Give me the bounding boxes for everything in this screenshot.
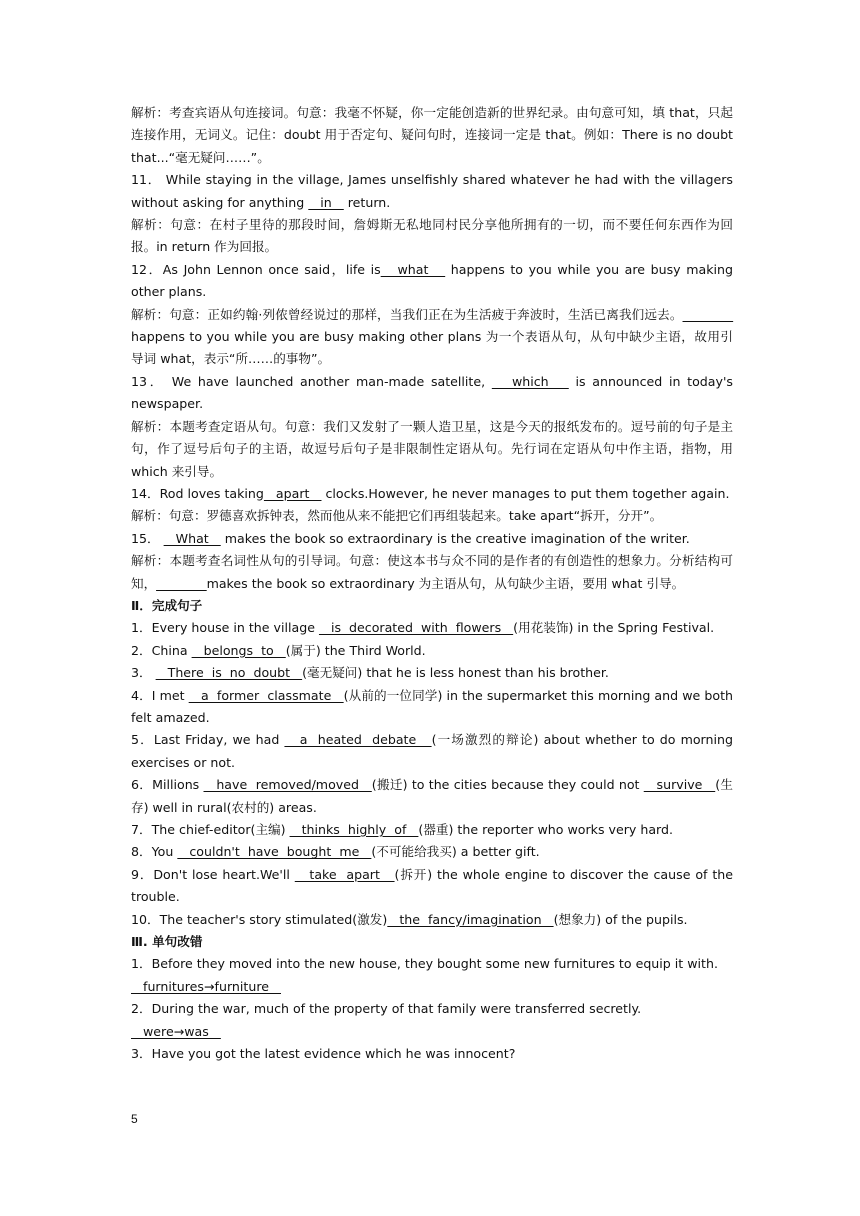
text-run: (生存) well in rural(农村的) areas. bbox=[131, 777, 733, 815]
text-paragraph bbox=[131, 864, 733, 909]
answer-blank: ________ bbox=[156, 575, 207, 591]
answer-blank: what bbox=[380, 261, 446, 277]
text-run: 解析：句意：在村子里待的那段时间，詹姆斯无私地同村民分享他所拥有的一切，而不要任何东西作为回报。in return 作为回报。 bbox=[131, 217, 733, 255]
text-paragraph bbox=[131, 528, 733, 550]
text-paragraph bbox=[131, 169, 733, 214]
section-heading bbox=[131, 931, 733, 953]
text-run: is announced in today's newspaper. bbox=[131, 373, 733, 412]
text-run: (一场激烈的辩论) about whether to do morning exercises or not. bbox=[131, 732, 733, 770]
answer-blank: ________ bbox=[682, 306, 733, 322]
text-paragraph bbox=[131, 483, 733, 505]
text-paragraph bbox=[131, 662, 733, 684]
answer-blank: is decorated with flowers bbox=[318, 620, 514, 636]
text-paragraph bbox=[131, 102, 733, 169]
answer-blank: have removed/moved bbox=[203, 777, 372, 793]
text-run: 解析：本题考查名词性从句的引导词。句意：使这本书与众不同的是作者的有创造性的想象力。分析结构可知， bbox=[131, 553, 733, 591]
text-run: 13． We have launched another man-made satellite, bbox=[131, 373, 492, 389]
text-paragraph bbox=[131, 505, 733, 527]
text-run: (属于) the Third World. bbox=[285, 642, 426, 658]
text-run: 解析：考查宾语从句连接词。句意：我毫不怀疑，你一定能创造新的世界纪录。由句意可知，填 that，只起连接作用，无词义。记住：doubt 用于否定句、疑问句时，连接词一定是 that。例如：There is no doubt that...“毫无疑问……”。 bbox=[131, 105, 733, 165]
answer-blank: furnitures→furniture bbox=[131, 978, 281, 994]
text-run: happens to you while you are busy making other plans 为一个表语从句，从句中缺少主语，故用引导词 what，表示“所……的事物”。 bbox=[131, 329, 733, 367]
text-run: clocks.However, he never manages to put them together again. bbox=[321, 485, 730, 501]
text-paragraph bbox=[131, 774, 733, 819]
text-run: (用花装饰) in the Spring Festival. bbox=[513, 620, 715, 636]
text-run: 11． While staying in the village, James unselfishly shared whatever he had with the villagers without asking for anything bbox=[131, 172, 733, 210]
text-run: return. bbox=[343, 194, 391, 210]
text-paragraph bbox=[131, 1043, 733, 1065]
text-paragraph bbox=[131, 1021, 733, 1043]
text-run: (从前的一位同学) in the supermarket this morning and we both felt amazed. bbox=[131, 687, 733, 725]
answer-blank: the fancy/imagination bbox=[387, 911, 554, 927]
text-run: 5．Last Friday, we had bbox=[131, 732, 285, 748]
text-run: Ⅲ. 单句改错 bbox=[131, 934, 203, 950]
text-run: 6．Millions bbox=[131, 777, 204, 793]
text-run: 解析：本题考查定语从句。句意：我们又发射了一颗人造卫星，这是今天的报纸发布的。逗号前的句子是主句，作了逗号后句子的主语，故逗号后句子是非限制性定语从句。先行词在定语从句中作主语，指物，用 which 来引导。 bbox=[131, 418, 733, 479]
section-heading bbox=[131, 595, 733, 617]
text-run: 3． bbox=[131, 665, 156, 681]
text-run: 7．The chief-editor(主编) bbox=[131, 822, 290, 837]
text-paragraph bbox=[131, 214, 733, 259]
text-run: 14．Rod loves taking bbox=[131, 485, 264, 501]
text-run: (想象力) of the pupils. bbox=[553, 911, 688, 927]
answer-blank: a heated debate bbox=[284, 732, 432, 748]
text-paragraph bbox=[131, 617, 733, 639]
answer-blank: apart bbox=[263, 485, 322, 501]
text-paragraph bbox=[131, 416, 733, 483]
text-run: 1．Before they moved into the new house, they bought some new furnitures to equip it with. bbox=[131, 956, 718, 972]
text-run: 12．As John Lennon once said，life is bbox=[131, 261, 381, 277]
answer-blank: take apart bbox=[294, 866, 395, 882]
text-run: Ⅱ．完成句子 bbox=[131, 597, 203, 613]
text-run: 2．China bbox=[131, 642, 192, 658]
text-paragraph bbox=[131, 909, 733, 931]
text-paragraph bbox=[131, 304, 733, 371]
text-run: 3．Have you got the latest evidence which he was innocent? bbox=[131, 1046, 516, 1062]
answer-blank: survive bbox=[643, 777, 716, 793]
text-paragraph bbox=[131, 685, 733, 730]
page-number: 5 bbox=[131, 1112, 138, 1126]
text-run: (不可能给我买) a better gift. bbox=[371, 844, 540, 860]
text-run: 4．I met bbox=[131, 687, 189, 703]
text-paragraph bbox=[131, 729, 733, 774]
text-paragraph bbox=[131, 259, 733, 304]
answer-blank: which bbox=[491, 373, 569, 389]
text-paragraph bbox=[131, 998, 733, 1020]
text-run: makes the book so extraordinary is the creative imagination of the writer. bbox=[220, 530, 690, 546]
text-run: (器重) the reporter who works very hard. bbox=[418, 822, 674, 837]
text-run: (搬迁) to the cities because they could not bbox=[371, 777, 644, 793]
text-paragraph bbox=[131, 953, 733, 975]
answer-blank: thinks highly of bbox=[289, 822, 419, 837]
answer-blank: There is no doubt bbox=[155, 665, 303, 681]
text-run: 15． bbox=[131, 530, 164, 546]
text-run: 解析：句意：罗德喜欢拆钟表，然而他从来不能把它们再组装起来。take apart“拆开，分开”。 bbox=[131, 508, 663, 524]
text-run: (毫无疑问) that he is less honest than his brother. bbox=[302, 665, 609, 681]
text-paragraph bbox=[131, 550, 733, 595]
answer-blank: a former classmate bbox=[188, 687, 344, 703]
text-paragraph bbox=[131, 976, 733, 998]
text-run: (拆开) the whole engine to discover the cause of the trouble. bbox=[131, 866, 733, 905]
text-paragraph bbox=[131, 819, 733, 841]
text-run: 8．You bbox=[131, 844, 178, 860]
answer-blank: were→was bbox=[131, 1023, 221, 1039]
text-paragraph bbox=[131, 640, 733, 662]
answer-blank: What bbox=[163, 530, 221, 546]
text-paragraph bbox=[131, 371, 733, 416]
text-paragraph bbox=[131, 841, 733, 863]
document-body bbox=[131, 102, 733, 1065]
answer-blank: in bbox=[308, 194, 344, 210]
text-run: 1．Every house in the village bbox=[131, 620, 319, 636]
text-run: 10．The teacher's story stimulated(激发) bbox=[131, 911, 388, 927]
text-run: makes the book so extraordinary 为主语从句，从句缺少主语，要用 what 引导。 bbox=[206, 575, 685, 591]
answer-blank: couldn't have bought me bbox=[177, 844, 372, 860]
text-run: 9．Don't lose heart.We'll bbox=[131, 866, 295, 882]
text-run: 2．During the war, much of the property of that family were transferred secretly. bbox=[131, 1001, 642, 1017]
text-run: happens to you while you are busy making other plans. bbox=[131, 261, 733, 300]
text-run: 解析：句意：正如约翰·列侬曾经说过的那样，当我们正在为生活疲于奔波时，生活已离我们远去。 bbox=[131, 306, 683, 322]
answer-blank: belongs to bbox=[191, 642, 286, 658]
